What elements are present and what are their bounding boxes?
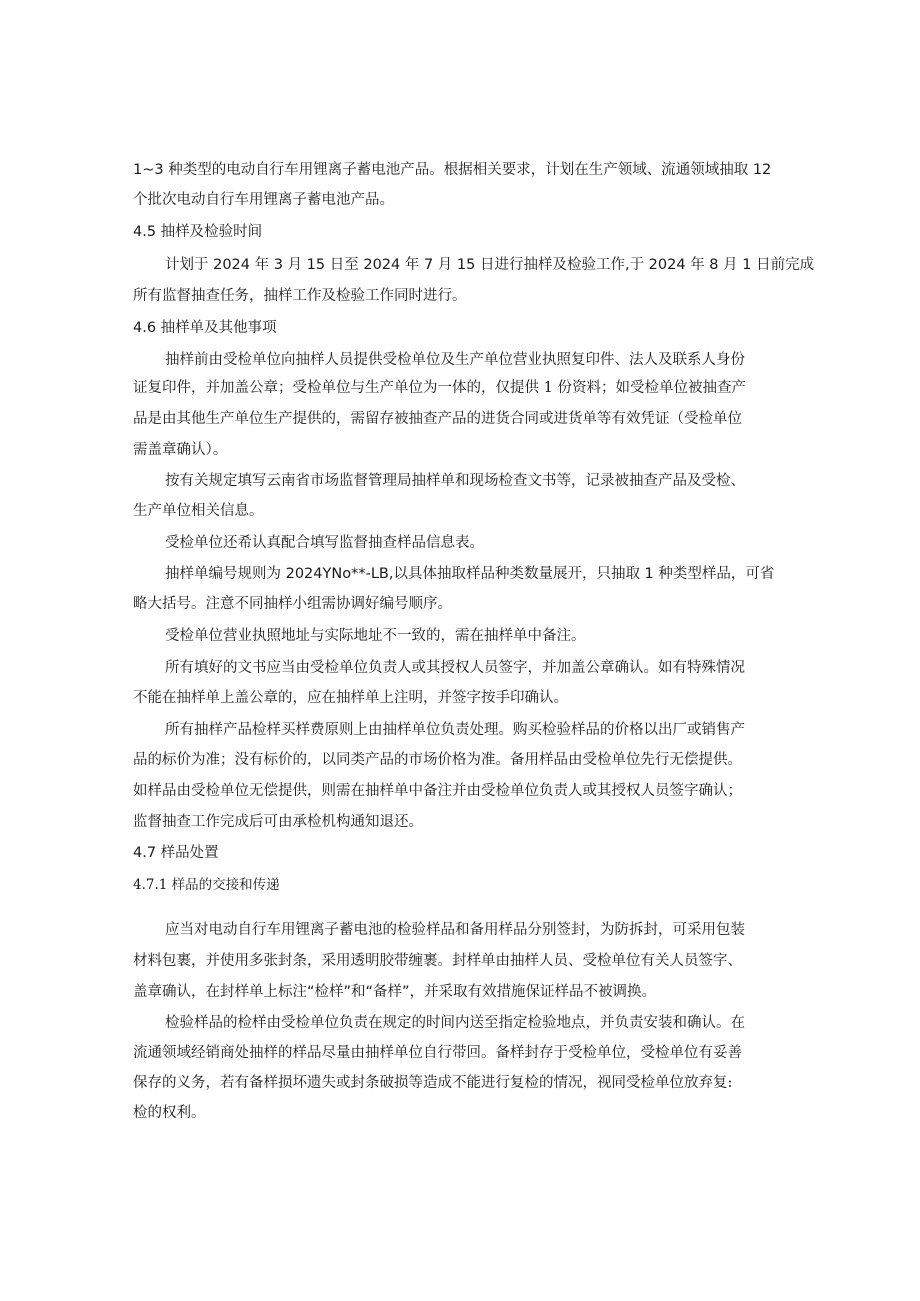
section-4-6-p7-line-3: 如样品由受检单位无偿提供，则需在抽样单中备注并由受检单位负责人或其授权人员签字确认； <box>133 783 742 799</box>
section-4-6-p1-line-2: 证复印件，并加盖公章；受检单位与生产单位为一体的，仅提供 1 份资料；如受检单位被抽查产 <box>133 380 746 396</box>
section-4-6-p4-line-2: 略大括号。注意不同抽样小组需协调好编号顺序。 <box>133 596 452 612</box>
section-4-6-p5: 受检单位营业执照地址与实际地址不一致的，需在抽样单中备注。 <box>165 628 586 644</box>
section-4-6-p4-line-1: 抽样单编号规则为 2024YNo**-LB,以具体抽取样品种类数量展开，只抽取 1 种类型样品，可省 <box>165 566 775 582</box>
section-4-6-p2-line-2: 生产单位相关信息。 <box>133 503 264 519</box>
section-4-7-p1-line-1: 应当对电动自行车用锂离子蓄电池的检验样品和备用样品分别签封，为防拆封，可采用包装 <box>165 922 745 938</box>
section-4-7-heading: 4.7 样品处置 <box>133 845 219 861</box>
section-4-7-p2-line-2: 流通领域经销商处抽样的样品尽量由抽样单位自行带回。备样封存于受检单位，受检单位有妥善 <box>133 1045 742 1061</box>
section-4-6-p7-line-1: 所有抽样产品检样买样费原则上由抽样单位负责处理。购买检验样品的价格以出厂或销售产 <box>165 722 745 738</box>
section-4-6-p3: 受检单位还希认真配合填写监督抽查样品信息表。 <box>165 535 484 551</box>
section-4-7-p1-line-2: 材料包裹，并使用多张封条，采用透明胶带缠裹。封样单由抽样人员、受检单位有关人员签字、 <box>133 953 742 969</box>
section-4-6-p6-line-2: 不能在抽样单上盖公章的，应在抽样单上注明，并签字按手印确认。 <box>133 690 568 706</box>
section-4-5-heading: 4.5 抽样及检验时间 <box>133 224 263 240</box>
section-4-7-p2-line-4: 检的权利。 <box>133 1105 206 1121</box>
section-4-6-p1-line-1: 抽样前由受检单位向抽样人员提供受检单位及生产单位营业执照复印件、法人及联系人身份 <box>165 352 745 368</box>
intro-line-2: 个批次电动自行车用锂离子蓄电池产品。 <box>133 192 394 208</box>
section-4-6-p7-line-4: 监督抽查工作完成后可由承检机构通知退还。 <box>133 814 423 830</box>
section-4-5-line-1: 计划于 2024 年 3 月 15 日至 2024 年 7 月 15 日进行抽样及检验工作,于 2024 年 8 月 1 日前完成 <box>165 257 815 273</box>
section-4-6-p1-line-3: 品是由其他生产单位生产提供的，需留存被抽查产品的进货合同或进货单等有效凭证（受检单位 <box>133 411 742 427</box>
section-4-5-line-2: 所有监督抽查任务，抽样工作及检验工作同时进行。 <box>133 288 467 304</box>
section-4-7-p2-line-1: 检验样品的检样由受检单位负责在规定的时间内送至指定检验地点，并负责安装和确认。在 <box>165 1015 745 1031</box>
intro-line-1: 1~3 种类型的电动自行车用锂离子蓄电池产品。根据相关要求，计划在生产领域、流通领域抽取 12 <box>133 162 772 178</box>
section-4-6-heading: 4.6 抽样单及其他事项 <box>133 320 277 336</box>
section-4-7-1-heading: 4.7.1 样品的交接和传递 <box>133 877 280 893</box>
section-4-6-p7-line-2: 品的标价为准；没有标价的，以同类产品的市场价格为准。备用样品由受检单位先行无偿提供。 <box>133 752 742 768</box>
section-4-7-p2-line-3: 保存的义务，若有备样损坏遗失或封条破损等造成不能进行复检的情况，视同受检单位放弃复: <box>133 1075 733 1091</box>
section-4-6-p1-line-4: 需盖章确认）。 <box>133 442 228 458</box>
section-4-7-p1-line-3: 盖章确认，在封样单上标注“检样”和“备样”，并采取有效措施保证样品不被调换。 <box>133 984 657 1000</box>
section-4-6-p6-line-1: 所有填好的文书应当由受检单位负责人或其授权人员签字，并加盖公章确认。如有特殊情况 <box>165 660 745 676</box>
section-4-6-p2-line-1: 按有关规定填写云南省市场监督管理局抽样单和现场检查文书等，记录被抽查产品及受检、 <box>165 473 745 489</box>
